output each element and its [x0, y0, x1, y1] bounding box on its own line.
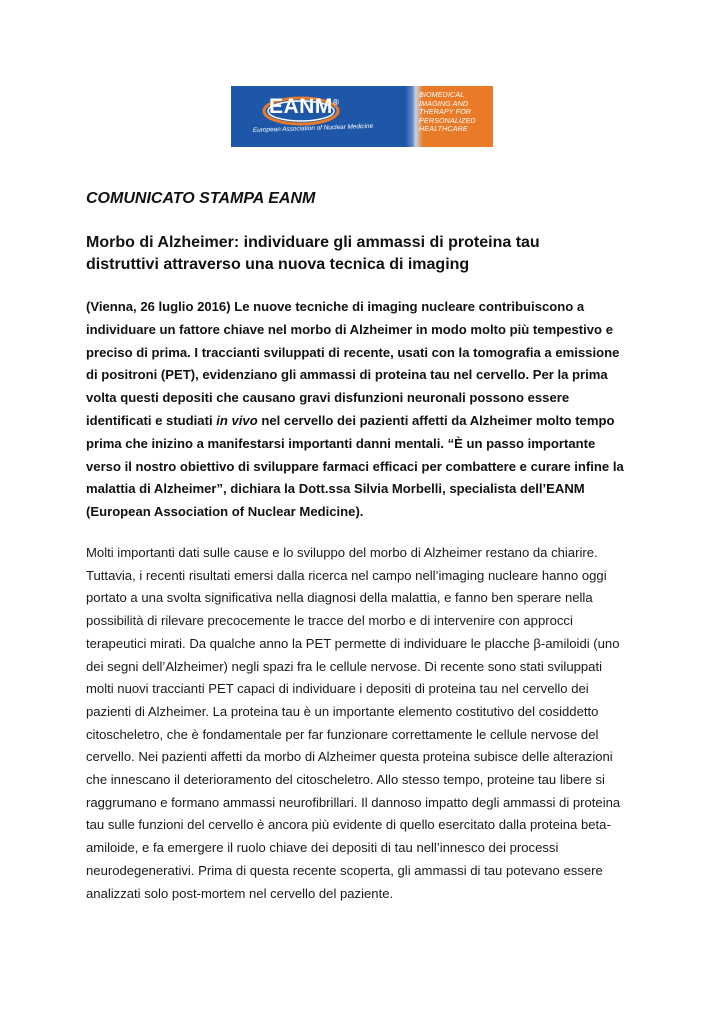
body-line: raggrumano e formano ammassi neurofibrillari. Il dannoso impatto degli ammassi di proteina	[86, 794, 621, 810]
body-line: tau sulle funzioni del cervello è ancora più evidente di quello esercitato dalla proteina beta-	[86, 817, 611, 833]
body-line: molti nuovi traccianti PET capaci di individuare i depositi di proteina tau nel cervello dei	[86, 681, 589, 697]
body-line: Tuttavia, i recenti risultati emersi dalla ricerca nel campo nell’imaging nucleare hanno oggi	[86, 567, 607, 583]
body-line: cervello. Nei pazienti affetti da morbo di Alzheimer questa proteina subisce delle alterazioni	[86, 749, 613, 765]
body-paragraph	[86, 542, 646, 905]
headline-line: Morbo di Alzheimer: individuare gli ammassi di proteina tau	[86, 234, 540, 251]
in-vivo-emphasis: in vivo	[216, 412, 258, 428]
tagline-line: BIOMEDICAL	[419, 90, 465, 99]
lead-line: (European Association of Nuclear Medicine).	[86, 504, 364, 520]
lead-line-end: nel cervello dei pazienti affetti da Alzheimer molto tempo	[257, 412, 615, 428]
tagline-line: HEALTHCARE	[419, 124, 468, 134]
body-line: dei segni dell’Alzheimer) negli spazi fra le cellule nervose. Di recente sono stati sviluppati	[86, 658, 603, 674]
lead-line: volta questi depositi che causano gravi disfunzioni neuronali possono essere	[86, 390, 570, 406]
body-line: amiloide, e fa emergere il ruolo chiave dei depositi di tau nell’innesco dei processi	[86, 840, 559, 856]
lead-line: verso il nostro obiettivo di sviluppare farmaci efficaci per combattere e curare infine la	[86, 458, 624, 474]
body-line: possibilità di rilevare precocemente le tracce del morbo e di intervenire con approcci	[86, 613, 573, 629]
lead-line: di positroni (PET), evidenziano gli ammassi di proteina tau nel cervello. Per la prima	[86, 367, 608, 383]
logo-text: EANM	[269, 95, 333, 118]
tagline-line: THERAPY FOR	[419, 107, 472, 117]
body-line: analizzati solo post-mortem nel cervello del paziente.	[86, 885, 394, 901]
lead-line: malattia di Alzheimer”, dichiara la Dott.ssa Silvia Morbelli, specialista dell’EANM	[86, 481, 585, 497]
banner-tagline	[419, 91, 489, 134]
lead-line: individuare un fattore chiave nel morbo di Alzheimer in modo molto più tempestivo e	[86, 321, 613, 337]
logo-subtitle: European Association of Nuclear Medicine	[252, 122, 374, 134]
body-line: terapeutici mirati. Da qualche anno la PET permette di individuare le placche β-amiloidi (uno	[86, 635, 620, 651]
lead-line: prima che inizino a manifestarsi importanti danni mentali. “È un passo importante	[86, 435, 596, 451]
tagline-line: IMAGING AND	[419, 98, 469, 108]
press-release-label: COMUNICATO STAMPA EANM	[86, 190, 316, 207]
body-line: portato a una svolta significativa nella diagnosi della malattia, e fanno ben sperare nella	[86, 590, 593, 606]
headline	[86, 232, 646, 276]
lead-paragraph	[86, 296, 646, 524]
lead-line: (Vienna, 26 luglio 2016) Le nuove tecniche di imaging nucleare contribuiscono a	[86, 299, 585, 314]
lead-line: preciso di prima. I traccianti sviluppati di recente, usati con la tomografia a emissione	[86, 344, 620, 360]
registered-mark: ®	[332, 98, 340, 107]
headline-line: distruttivi attraverso una nuova tecnica di imaging	[86, 256, 470, 273]
eanm-logo	[269, 95, 339, 119]
lead-line-start: identificati e studiati	[86, 412, 217, 428]
eanm-banner	[231, 86, 493, 147]
body-line: pazienti di Alzheimer. La proteina tau è un importante elemento costitutivo del cosiddetto	[86, 703, 599, 719]
body-line: citoscheletro, che è fondamentale per far funzionare correttamente le cellule nervose del	[86, 726, 599, 742]
lead-line	[86, 410, 646, 433]
body-line: Molti importanti dati sulle cause e lo sviluppo del morbo di Alzheimer restano da chiarire.	[86, 545, 598, 560]
tagline-line: PERSONALIZED	[419, 115, 476, 125]
body-line: che innescano il deterioramento del citoscheletro. Allo stesso tempo, proteine tau libere si	[86, 772, 605, 788]
body-line: neurodegenerativi. Prima di questa recente scoperta, gli ammassi di tau potevano essere	[86, 862, 603, 878]
